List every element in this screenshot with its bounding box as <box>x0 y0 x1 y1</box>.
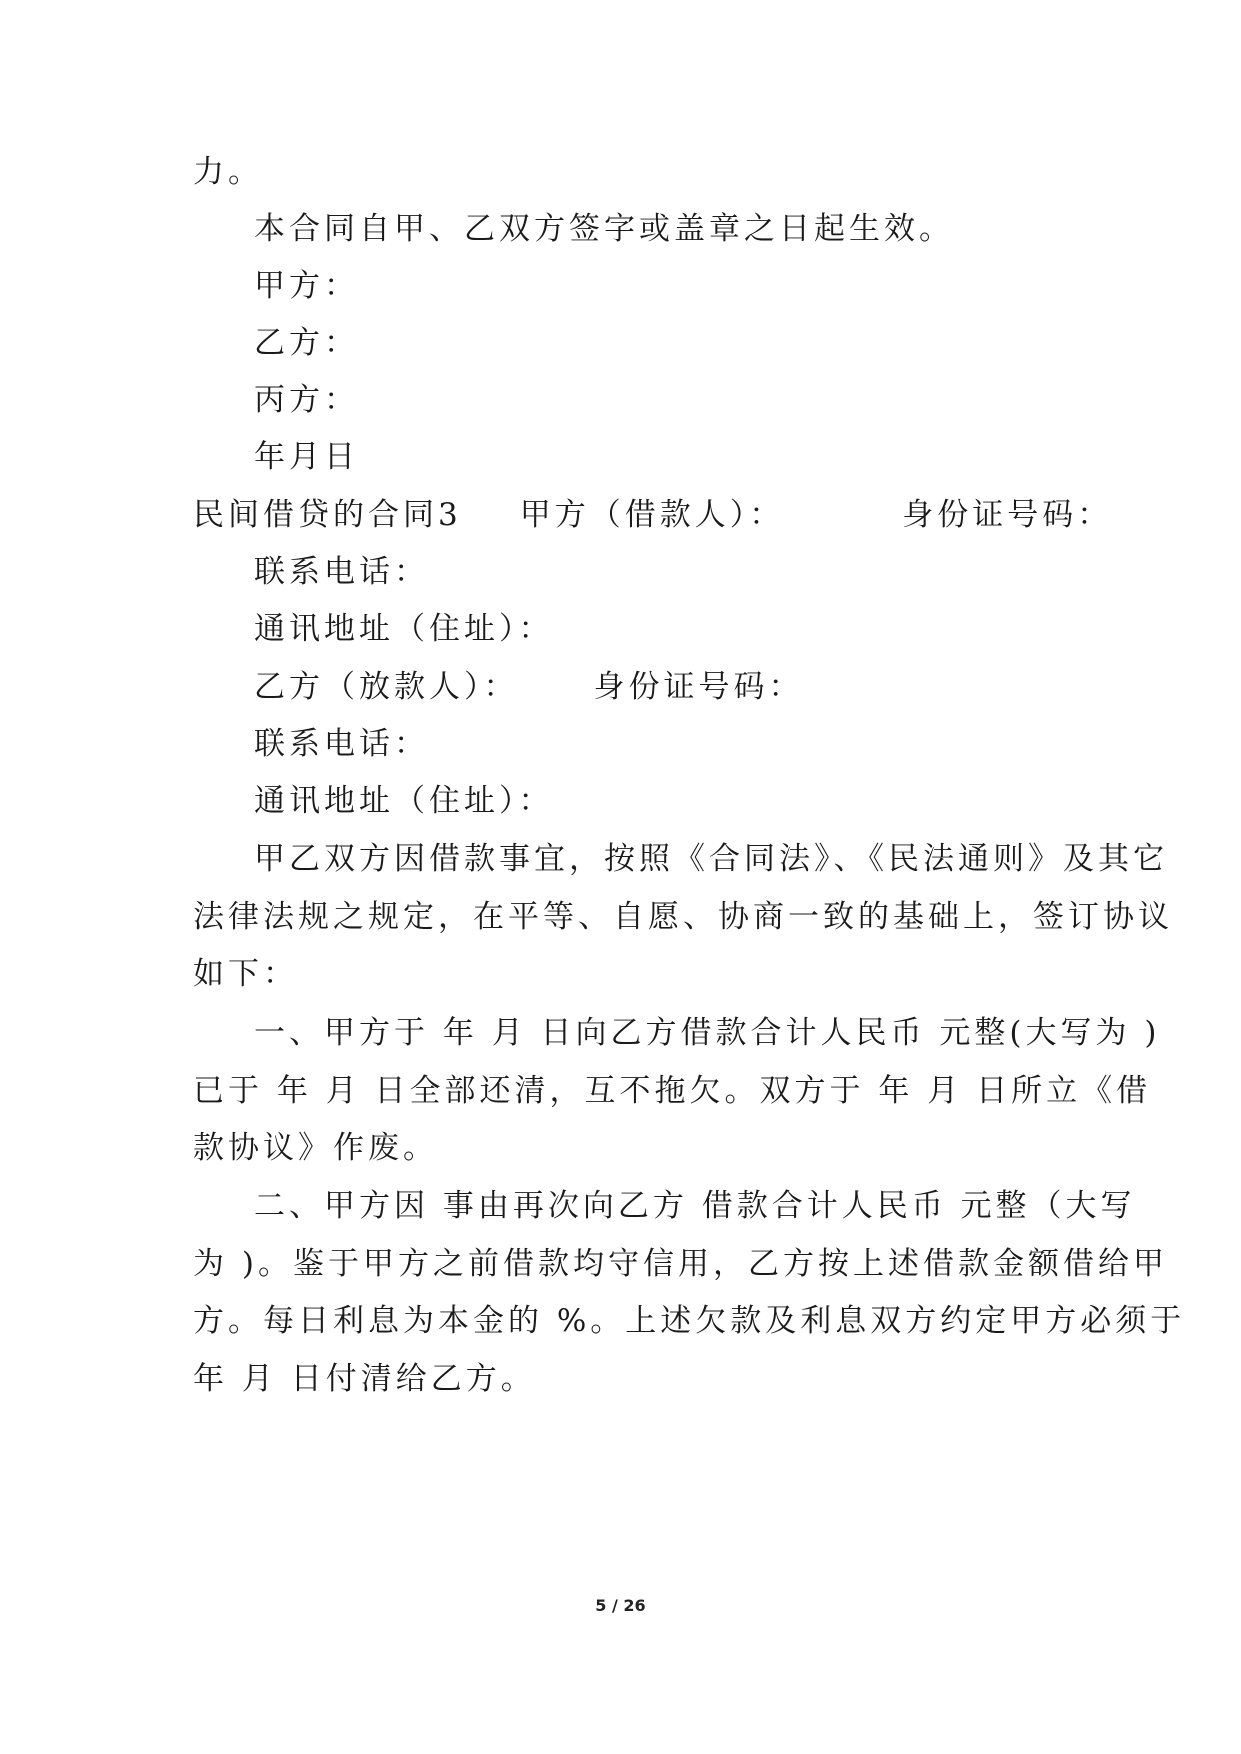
preamble-line: 甲乙双方因借款事宜，按照《合同法》、《民法通则》及其它 <box>254 841 1168 877</box>
clause-1-line: 已于 年 月 日全部还清，互不拖欠。双方于 年 月 日所立《借 <box>193 1073 1152 1109</box>
page-number: 5 / 26 <box>595 1596 646 1615</box>
clause-1-line: 款协议》作废。 <box>193 1130 438 1166</box>
preamble-line: 法律法规之规定，在平等、自愿、协商一致的基础上，签订协议 <box>193 899 1173 935</box>
text-line: 力。 <box>193 154 263 190</box>
party-a-label: 甲方（借款人）： <box>519 497 785 533</box>
clause-2-line: 方。每日利息为本金的 %。上述欠款及利息双方约定甲方必须于 <box>193 1303 1186 1339</box>
contract-title: 民间借贷的合同3 <box>193 497 462 533</box>
party-a-address: 通讯地址（住址）： <box>254 611 554 647</box>
contract-heading-line <box>193 495 1112 535</box>
party-a-phone: 联系电话： <box>254 554 429 590</box>
signature-line-party-a: 甲方： <box>254 268 359 304</box>
party-b-label: 乙方（放款人）： <box>254 669 519 705</box>
text-line: 本合同自甲、乙双方签字或盖章之日起生效。 <box>254 211 954 247</box>
party-b-id-label: 身份证号码： <box>593 669 804 705</box>
clause-2-line: 二、甲方因 事由再次向乙方 借款合计人民币 元整（大写 <box>254 1188 1136 1224</box>
clause-2-line: 年 月 日付清给乙方。 <box>193 1361 536 1397</box>
clause-1-line: 一、甲方于 年 月 日向乙方借款合计人民币 元整(大写为 ) <box>254 1015 1161 1051</box>
party-b-address: 通讯地址（住址）： <box>254 783 554 819</box>
signature-line-party-c: 丙方： <box>254 382 359 418</box>
signature-line-party-b: 乙方： <box>254 325 359 361</box>
party-a-id-label: 身份证号码： <box>902 497 1113 533</box>
preamble-line: 如下： <box>193 956 298 992</box>
party-b-phone: 联系电话： <box>254 726 429 762</box>
clause-2-line: 为 )。鉴于甲方之前借款均守信用，乙方按上述借款金额借给甲 <box>193 1246 1168 1282</box>
party-b-line <box>254 667 804 707</box>
date-line: 年月日 <box>254 439 359 475</box>
